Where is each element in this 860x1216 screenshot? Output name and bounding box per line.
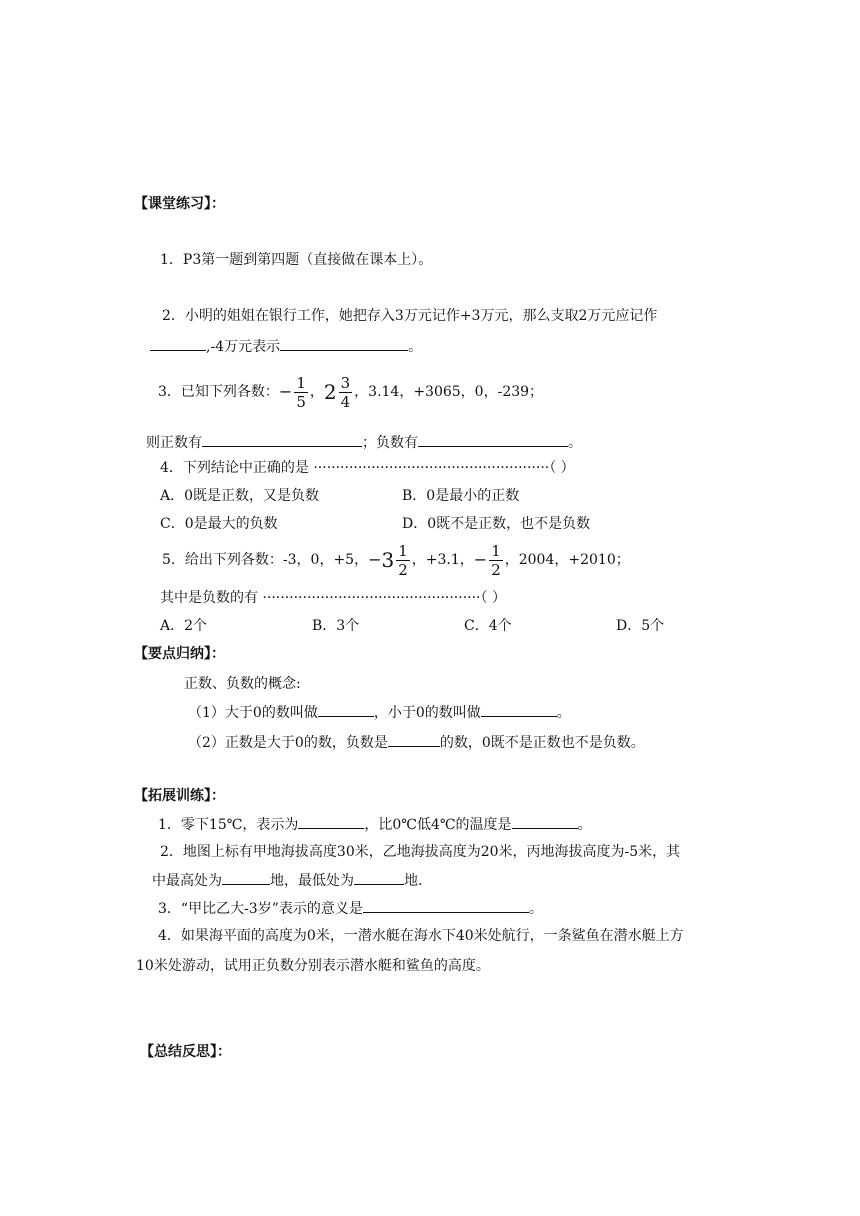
- option-4d: D．0既不是正数，也不是负数: [402, 516, 591, 532]
- answer-blank: [388, 732, 440, 747]
- answer-blank: [150, 336, 206, 351]
- summary-item-2: （2）正数是大于0的数，负数是 的数，0既不是正数也不是负数。: [188, 732, 645, 753]
- extension-question-2-line1: 2．地图上标有甲地海拔高度30米，乙地海拔高度为20米，丙地海拔高度为-5米，其: [160, 844, 681, 860]
- answer-blank: [418, 432, 568, 447]
- practice-question-4-stem: 4．下列结论中正确的是 ·····················································（ ）: [160, 460, 575, 476]
- extension-question-1: 1．零下15℃，表示为 ，比0℃低4℃的温度是 。: [158, 814, 592, 835]
- answer-blank: [512, 814, 578, 829]
- answer-blank: [354, 870, 404, 885]
- practice-question-2-line1: 2．小明的姐姐在银行工作，她把存入3万元记作+3万元，那么支取2万元应记作: [162, 308, 658, 324]
- extension-question-4-line1: 4．如果海平面的高度为0米，一潜水艇在海水下40米处航行，一条鲨鱼在潜水艇上方: [158, 928, 684, 944]
- summary-item-1: （1）大于0的数叫做 ，小于0的数叫做 。: [188, 702, 571, 723]
- practice-question-2-line2: ,-4万元表示 。: [150, 336, 422, 357]
- practice-question-3-line1: 3．已知下列各数：− $\frac{1}{5}$ ，2 $\frac{3}{4}$ ，3.14，+3065，0，-239；: [158, 370, 543, 418]
- section-title-reflection: 【总结反思】：: [140, 1044, 231, 1060]
- practice-question-5-line1: 5．给出下列各数：-3，0，+5，−3 $\frac{1}{2}$ ，+3.1，− $\frac{1}{2}$ ，2004，+2010；: [162, 538, 630, 586]
- extension-question-4-line2: 10米处游动，试用正负数分别表示潜水艇和鲨鱼的高度。: [136, 958, 490, 974]
- option-5c: C．4个: [464, 618, 512, 634]
- answer-blank: [481, 702, 557, 717]
- fraction: $\frac{1}{5}$: [296, 373, 306, 411]
- answer-blank: [202, 432, 362, 447]
- fraction: $\frac{1}{2}$: [491, 541, 501, 579]
- option-4c: C．0是最大的负数: [160, 516, 278, 532]
- mixed-number: 2 $\frac{3}{4}$: [323, 373, 351, 411]
- practice-question-1: 1．P3第一题到第四题（直接做在课本上）。: [160, 252, 433, 268]
- practice-question-3-line2: 则正数有 ；负数有 。: [146, 432, 582, 453]
- answer-blank: [298, 814, 364, 829]
- extension-question-2-line2: 中最高处为 地，最低处为 地.: [152, 870, 422, 891]
- option-4a: A．0既是正数，又是负数: [160, 488, 320, 504]
- mixed-number: 3 $\frac{1}{2}$: [381, 541, 408, 579]
- answer-blank: [363, 898, 529, 913]
- section-title-summary: 【要点归纳】：: [134, 646, 225, 662]
- extension-question-3: 3．“甲比乙大-3岁”表示的意义是 。: [158, 898, 543, 919]
- option-5b: B．3个: [312, 618, 360, 634]
- option-4b: B．0是最小的正数: [402, 488, 520, 504]
- summary-concept: 正数、负数的概念:: [184, 676, 301, 692]
- option-5a: A．2个: [160, 618, 208, 634]
- option-5d: D．5个: [616, 618, 665, 634]
- answer-blank: [318, 702, 374, 717]
- section-title-extension: 【拓展训练】：: [134, 788, 225, 804]
- section-title-practice: 【课堂练习】：: [134, 196, 225, 212]
- answer-blank: [222, 870, 270, 885]
- answer-blank: [280, 336, 408, 351]
- practice-question-5-line2: 其中是负数的有 ·················································（ ）: [160, 590, 506, 606]
